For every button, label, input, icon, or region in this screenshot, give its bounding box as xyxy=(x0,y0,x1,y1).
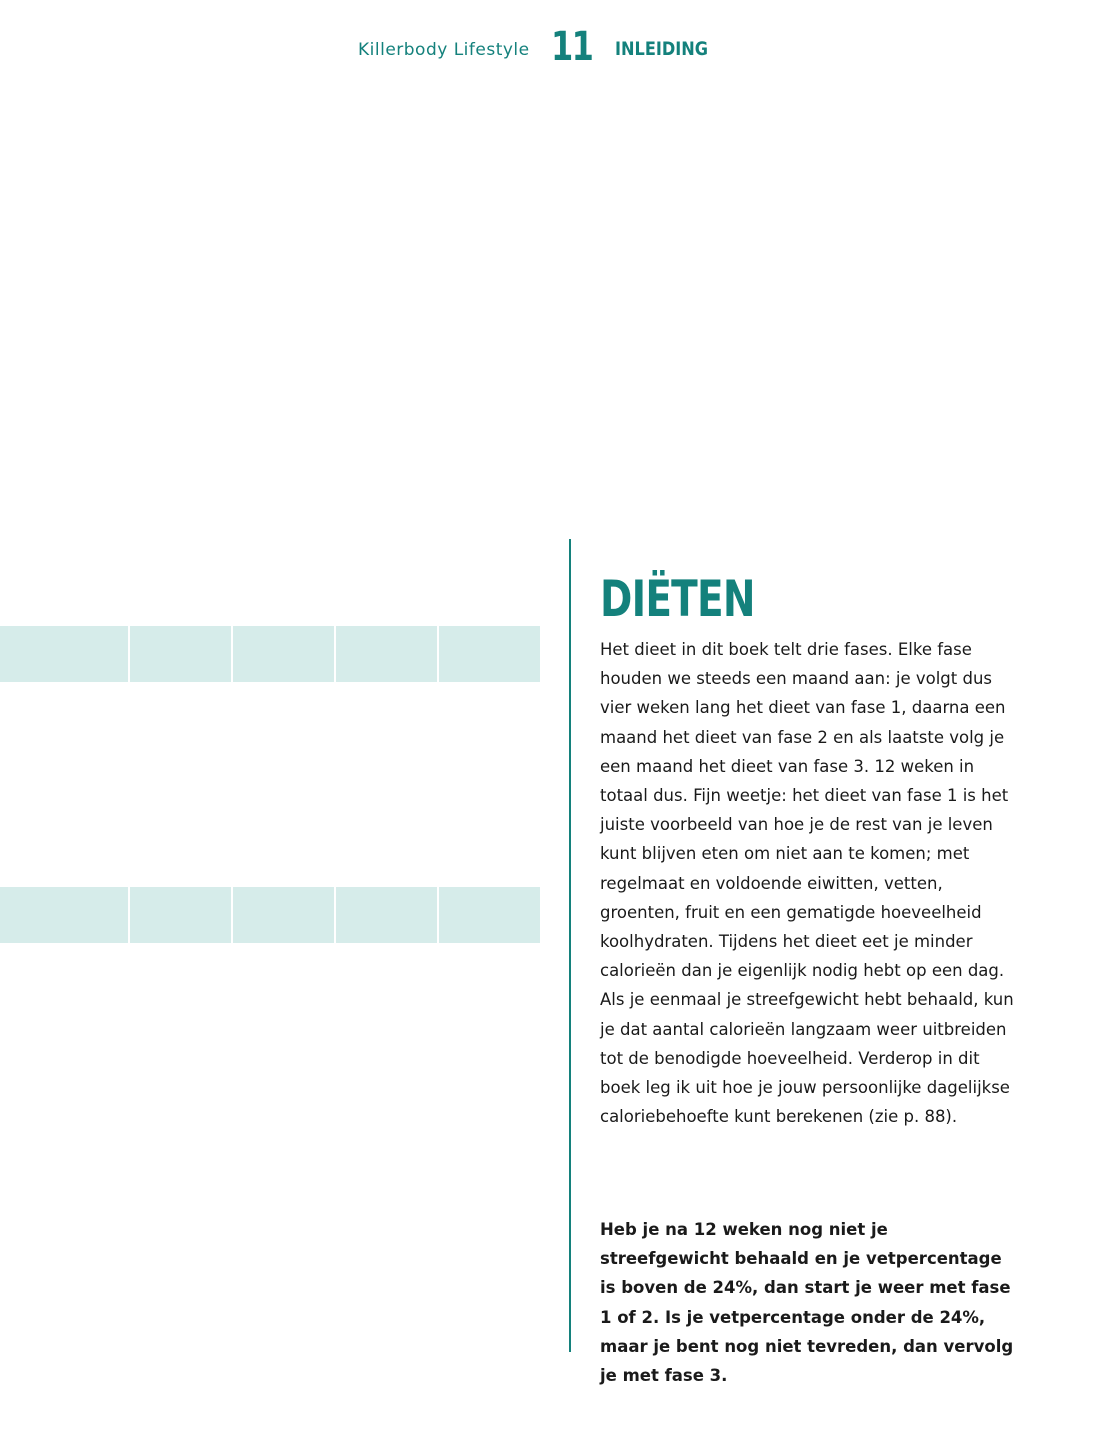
article-emphasis: Heb je na 12 weken nog niet je streefgewicht behaald en je vetpercentage is boven de 24%, dan start je weer met fase 1 of 2. Is je vetpercentage onder de 24%, maar je bent nog niet tevreden, dan vervolg je met fase 3. xyxy=(600,1220,1014,1386)
book-title: Killerbody Lifestyle xyxy=(358,40,530,60)
page-number: 11 xyxy=(551,24,593,70)
progress-table-1 xyxy=(0,626,540,859)
article-title: DIËTEN xyxy=(600,570,755,628)
vertical-divider xyxy=(569,539,571,1352)
progress-table-2 xyxy=(0,887,540,1352)
page-header xyxy=(0,22,1117,72)
section-title: INLEIDING xyxy=(615,38,709,60)
article-body: Het dieet in dit boek telt drie fases. Elke fase houden we steeds een maand aan: je volgt dus vier weken lang het dieet van fase 1, daarna een maand het dieet van fase 2 en als laatste volg je een maand het dieet van fase 3. 12 weken in totaal dus. Fijn weetje: het dieet van fase 1 is het juiste voorbeeld van hoe je de rest van je leven kunt blijven eten om niet aan te komen; met regelmaat en voldoende eiwitten, vetten, groenten, fruit en een gematigde hoeveelheid koolhydraten. Tijdens het dieet eet je minder calorieën dan je eigenlijk nodig hebt op een dag. Als je eenmaal je streefgewicht hebt behaald, kun je dat aantal calorieën langzaam weer uitbreiden tot de benodigde hoeveelheid. Verderop in dit boek leg ik uit hoe je jouw persoonlijke dagelijkse caloriebehoefte kunt berekenen (zie p. 88). xyxy=(600,640,1014,1127)
